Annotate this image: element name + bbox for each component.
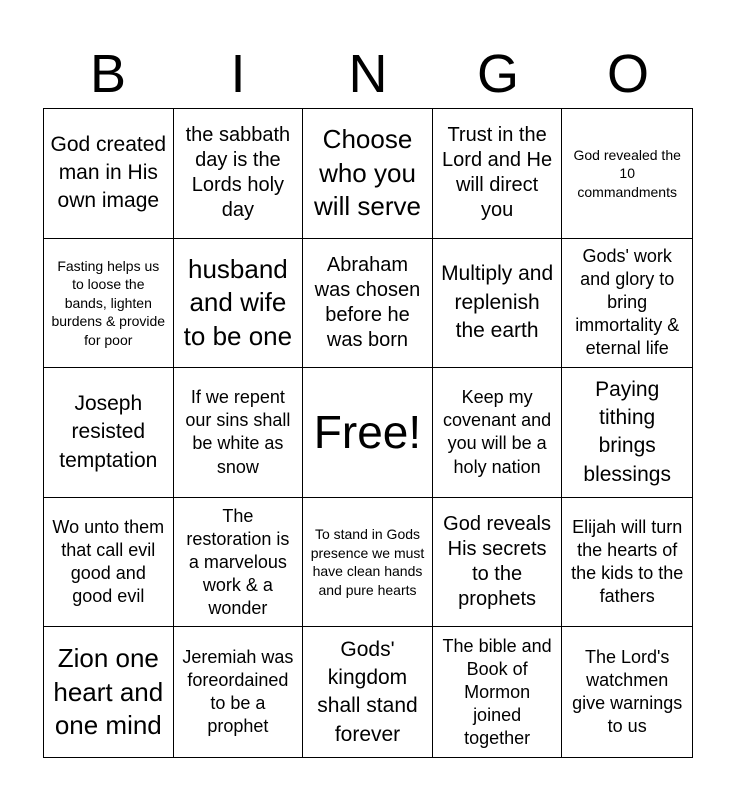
cell-text: Multiply and replenish the earth (441, 262, 554, 343)
cell-text: Choose who you will serve (314, 124, 421, 221)
free-space-text: Free! (313, 406, 422, 459)
cell-text: Wo unto them that call evil good and good evil (52, 517, 165, 607)
bingo-cell[interactable] (433, 239, 563, 369)
cell-text: God reveals His secrets to the prophets (443, 513, 552, 611)
bingo-cell[interactable] (562, 109, 692, 239)
cell-text: God created man in His own image (50, 132, 167, 213)
bingo-cell[interactable] (303, 627, 433, 757)
cell-text: Trust in the Lord and He will direct you (442, 124, 553, 222)
header-letter-i: I (230, 44, 246, 104)
bingo-cell[interactable] (433, 368, 563, 498)
bingo-cell[interactable] (433, 627, 563, 757)
bingo-header (43, 40, 693, 108)
bingo-grid (43, 108, 693, 758)
bingo-cell[interactable] (433, 498, 563, 628)
cell-text: The restoration is a marvelous work & a wonder (186, 505, 290, 618)
cell-text: the sabbath day is the Lords holy day (185, 124, 291, 222)
cell-text: Elijah will turn the hearts of the kids to the fathers (571, 517, 684, 607)
cell-text: husband and wife to be one (183, 253, 293, 351)
cell-text: God revealed the 10 commandments (573, 146, 681, 200)
bingo-cell[interactable] (44, 498, 174, 628)
cell-text: The bible and Book of Mormon joined together (442, 635, 552, 748)
bingo-cell[interactable] (562, 368, 692, 498)
bingo-cell[interactable] (303, 239, 433, 369)
bingo-cell[interactable] (303, 109, 433, 239)
cell-text: Jeremiah was foreordained to be a prophet (182, 647, 294, 737)
header-letter-o: O (606, 44, 649, 104)
cell-text: Paying tithing brings blessings (583, 377, 671, 486)
cell-text: Keep my covenant and you will be a holy nation (443, 387, 552, 477)
bingo-cell[interactable] (44, 627, 174, 757)
bingo-cell[interactable] (44, 239, 174, 369)
bingo-cell[interactable] (562, 498, 692, 628)
bingo-cell[interactable] (174, 498, 304, 628)
bingo-cell[interactable] (174, 627, 304, 757)
bingo-cell[interactable] (174, 239, 304, 369)
cell-text: The Lord's watchmen give warnings to us (572, 647, 683, 737)
bingo-cell[interactable] (562, 627, 692, 757)
bingo-cell-free[interactable] (303, 368, 433, 498)
bingo-cell[interactable] (44, 368, 174, 498)
cell-text: Gods' kingdom shall stand forever (317, 637, 418, 746)
bingo-cell[interactable] (303, 498, 433, 628)
bingo-cell[interactable] (174, 109, 304, 239)
cell-text: If we repent our sins shall be white as snow (185, 387, 291, 477)
header-letter-n: N (348, 44, 388, 104)
cell-text: Fasting helps us to loose the bands, lighten burdens & provide for poor (51, 257, 166, 348)
bingo-cell[interactable] (174, 368, 304, 498)
cell-text: Zion one heart and one mind (53, 643, 164, 740)
bingo-cell[interactable] (44, 109, 174, 239)
cell-text: Joseph resisted temptation (59, 391, 158, 472)
cell-text: To stand in Gods presence we must have clean hands and pure hearts (310, 526, 425, 598)
header-letter-g: G (476, 44, 519, 104)
header-letter-b: B (89, 44, 127, 104)
cell-text: Gods' work and glory to bring immortality & eternal life (575, 246, 680, 359)
bingo-cell[interactable] (562, 239, 692, 369)
bingo-cell[interactable] (433, 109, 563, 239)
cell-text: Abraham was chosen before he was born (314, 253, 421, 351)
